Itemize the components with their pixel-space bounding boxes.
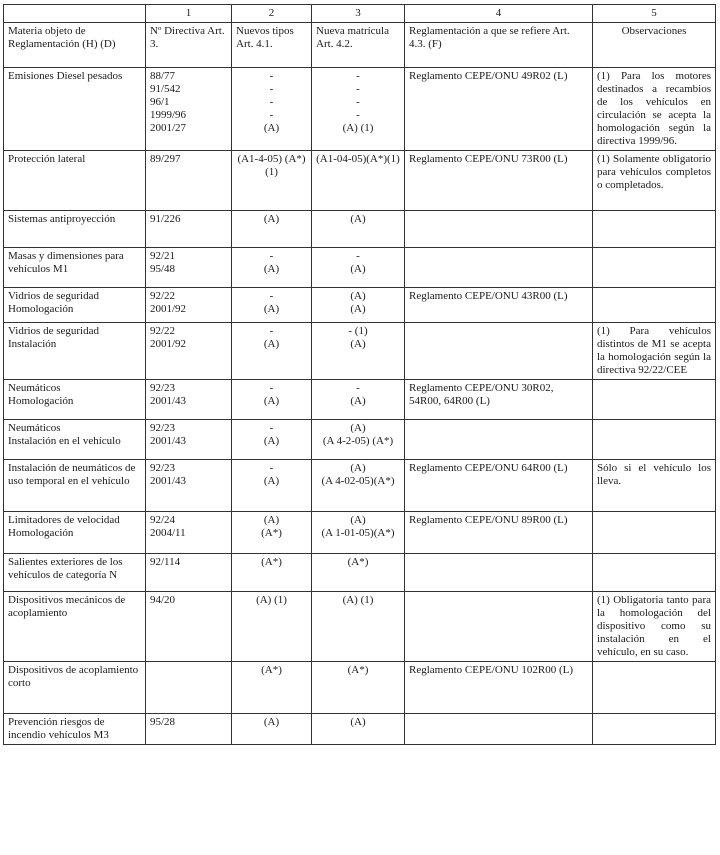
nueva-matricula-cell xyxy=(312,554,405,592)
directiva-cell xyxy=(146,554,232,592)
nueva-matricula-cell-line: (A) xyxy=(350,462,366,474)
nueva-matricula-cell-line: (A 4-2-05) (A*) xyxy=(322,435,394,447)
nueva-matricula-cell-line: (A) xyxy=(350,213,366,225)
materia-cell-line: Vidrios de seguridad xyxy=(8,290,99,302)
nuevos-tipos-cell-line: (A) xyxy=(263,122,280,134)
materia-cell-line: Homologación xyxy=(8,303,74,315)
materia-cell xyxy=(4,420,146,460)
materia-cell xyxy=(4,288,146,323)
directiva-cell-line: 88/77 xyxy=(150,70,176,82)
nuevos-tipos-cell-line: - xyxy=(269,83,274,95)
materia-cell xyxy=(4,323,146,380)
header-row xyxy=(4,23,716,68)
directiva-cell-line: 2001/92 xyxy=(150,303,187,315)
nueva-matricula-cell-line: (A 4-02-05)(A*) xyxy=(321,475,395,487)
reglamentacion-cell: Reglamento CEPE/ONU 73R00 (L) xyxy=(405,151,593,211)
reglamentacion-cell: Reglamento CEPE/ONU 43R00 (L) xyxy=(405,288,593,323)
directiva-cell xyxy=(146,211,232,248)
reglamentacion-cell: Reglamento CEPE/ONU 49R02 (L) xyxy=(405,68,593,151)
nuevos-tipos-cell-line: - xyxy=(269,250,274,262)
materia-cell-line: Homologación xyxy=(8,527,74,539)
nueva-matricula-cell-line: (A*) xyxy=(347,664,369,676)
col-number: 2 xyxy=(232,5,312,23)
table-body xyxy=(4,68,716,745)
nuevos-tipos-cell-line: (A*) xyxy=(261,556,282,568)
observaciones-cell: (1) Para vehículos distintos de M1 se acepta la homologación según la directiva 92/22/CEE xyxy=(593,323,716,380)
materia-cell-line: Vidrios de seguridad xyxy=(8,325,99,337)
reglamentacion-cell xyxy=(405,211,593,248)
nuevos-tipos-cell-line: (A) xyxy=(263,716,280,728)
directiva-cell xyxy=(146,714,232,745)
nueva-matricula-cell-line: (A*) xyxy=(347,556,369,568)
nueva-matricula-cell-line: (A1-04-05)(A*)(1) xyxy=(316,153,400,165)
nueva-matricula-cell xyxy=(312,323,405,380)
directiva-cell-line: 92/23 xyxy=(150,462,176,474)
reglamentacion-cell xyxy=(405,592,593,662)
observaciones-cell xyxy=(593,288,716,323)
directiva-cell xyxy=(146,151,232,211)
materia-cell-line: Instalación de neumáticos de uso temporal en el vehículo xyxy=(8,462,136,487)
materia-cell xyxy=(4,151,146,211)
nueva-matricula-cell-line: - xyxy=(356,250,360,262)
observaciones-cell xyxy=(593,662,716,714)
materia-cell-line: Dispositivos mecánicos de acoplamiento xyxy=(8,594,126,619)
directiva-cell-line: 2001/92 xyxy=(150,338,187,350)
materia-cell-line: Homologación xyxy=(8,395,74,407)
nuevos-tipos-cell xyxy=(232,380,312,420)
nuevos-tipos-cell-line: - xyxy=(269,109,274,121)
directiva-cell-line: 96/1 xyxy=(150,96,170,108)
materia-cell-line: Masas y dimensiones para vehículos M1 xyxy=(8,250,124,275)
nuevos-tipos-cell-line: (A) xyxy=(263,395,280,407)
materia-cell-line: Dispositivos de acoplamiento corto xyxy=(8,664,139,689)
nueva-matricula-cell xyxy=(312,460,405,512)
observaciones-cell xyxy=(593,248,716,288)
table-row xyxy=(4,248,716,288)
header-materia: Materia objeto de Reglamentación (H) (D) xyxy=(4,23,146,68)
nueva-matricula-cell xyxy=(312,288,405,323)
nuevos-tipos-cell xyxy=(232,248,312,288)
nuevos-tipos-cell xyxy=(232,68,312,151)
table-row xyxy=(4,151,716,211)
nueva-matricula-cell-line: (A) (1) xyxy=(342,594,374,606)
reglamentacion-cell xyxy=(405,554,593,592)
materia-cell-line: Prevención riesgos de incendio vehículos M3 xyxy=(8,716,109,741)
directiva-cell xyxy=(146,248,232,288)
reglamentacion-cell xyxy=(405,248,593,288)
materia-cell xyxy=(4,592,146,662)
col-number: 5 xyxy=(593,5,716,23)
nuevos-tipos-cell-line: (A) xyxy=(263,435,280,447)
reglamentacion-cell: Reglamento CEPE/ONU 102R00 (L) xyxy=(405,662,593,714)
materia-cell xyxy=(4,554,146,592)
nuevos-tipos-cell-line: - xyxy=(269,325,274,337)
nueva-matricula-cell-line: - xyxy=(356,382,360,394)
materia-cell-line: Limitadores de velocidad xyxy=(8,514,120,526)
table-row xyxy=(4,714,716,745)
nueva-matricula-cell-line: (A) xyxy=(350,338,366,350)
observaciones-cell xyxy=(593,512,716,554)
header-directiva: Nº Directiva Art. 3. xyxy=(146,23,232,68)
nuevos-tipos-cell xyxy=(232,323,312,380)
materia-cell xyxy=(4,68,146,151)
observaciones-cell xyxy=(593,554,716,592)
directive-table xyxy=(3,4,716,745)
materia-cell xyxy=(4,380,146,420)
nuevos-tipos-cell xyxy=(232,554,312,592)
nueva-matricula-cell xyxy=(312,68,405,151)
directiva-cell-line: 92/21 xyxy=(150,250,176,262)
directiva-cell-line: 2001/43 xyxy=(150,475,187,487)
nueva-matricula-cell-line: (A 1-01-05)(A*) xyxy=(321,527,395,539)
materia-cell-line: Emisiones Diesel pesados xyxy=(8,70,123,82)
nuevos-tipos-cell xyxy=(232,592,312,662)
nueva-matricula-cell-line: - xyxy=(356,96,360,108)
table-row xyxy=(4,554,716,592)
nuevos-tipos-cell xyxy=(232,420,312,460)
directiva-cell xyxy=(146,68,232,151)
directiva-cell-line: 1999/96 xyxy=(150,109,187,121)
nueva-matricula-cell xyxy=(312,380,405,420)
nuevos-tipos-cell-line: - xyxy=(269,96,274,108)
nuevos-tipos-cell-line: - xyxy=(269,290,274,302)
col-number-blank xyxy=(4,5,146,23)
observaciones-cell xyxy=(593,420,716,460)
materia-cell xyxy=(4,460,146,512)
directiva-cell xyxy=(146,288,232,323)
directiva-cell-line: 91/226 xyxy=(150,213,181,225)
nueva-matricula-cell-line: (A) xyxy=(350,422,366,434)
directiva-cell-line: 2001/43 xyxy=(150,395,187,407)
directiva-cell-line: 92/22 xyxy=(150,290,176,302)
nuevos-tipos-cell-line: (A) xyxy=(263,303,280,315)
table-row xyxy=(4,592,716,662)
observaciones-cell: (1) Obligatoria tanto para la homologación del dispositivo como su instalación en el vehículo, en su caso. xyxy=(593,592,716,662)
column-number-row xyxy=(4,5,716,23)
nuevos-tipos-cell xyxy=(232,211,312,248)
materia-cell xyxy=(4,714,146,745)
nuevos-tipos-cell-line: - xyxy=(269,382,274,394)
table-row xyxy=(4,211,716,248)
materia-cell-line: Sistemas antiproyección xyxy=(8,213,116,225)
nueva-matricula-cell-line: (A) xyxy=(350,303,366,315)
nuevos-tipos-cell-line: (A) xyxy=(263,338,280,350)
nuevos-tipos-cell-line: (A) xyxy=(263,475,280,487)
nueva-matricula-cell-line: (A) xyxy=(350,290,366,302)
nuevos-tipos-cell-line: (A) xyxy=(263,263,280,275)
table-row xyxy=(4,662,716,714)
observaciones-cell xyxy=(593,714,716,745)
directiva-cell-line: 2001/27 xyxy=(150,122,187,134)
directiva-cell-line: 2004/11 xyxy=(150,527,186,539)
materia-cell-line: Neumáticos xyxy=(8,382,61,394)
nuevos-tipos-cell xyxy=(232,714,312,745)
directiva-cell-line: 92/22 xyxy=(150,325,176,337)
observaciones-cell: (1) Solamente obligatorio para vehículos completos o completados. xyxy=(593,151,716,211)
directiva-cell xyxy=(146,662,232,714)
nueva-matricula-cell-line: - xyxy=(356,70,360,82)
col-number: 1 xyxy=(146,5,232,23)
nueva-matricula-cell-line: - xyxy=(356,109,360,121)
nueva-matricula-cell xyxy=(312,512,405,554)
nueva-matricula-cell-line: - (1) xyxy=(348,325,368,337)
table-row xyxy=(4,460,716,512)
nueva-matricula-cell xyxy=(312,592,405,662)
nueva-matricula-cell xyxy=(312,151,405,211)
reglamentacion-cell xyxy=(405,323,593,380)
directiva-cell-line: 89/297 xyxy=(150,153,181,165)
directiva-cell-line: 92/23 xyxy=(150,382,176,394)
directiva-cell-line: 94/20 xyxy=(150,594,176,606)
materia-cell-line: Instalación xyxy=(8,338,57,350)
directiva-cell xyxy=(146,592,232,662)
nueva-matricula-cell-line: (A) xyxy=(350,395,366,407)
directiva-cell xyxy=(146,420,232,460)
table-row xyxy=(4,380,716,420)
table-row xyxy=(4,288,716,323)
directiva-cell-line: 92/23 xyxy=(150,422,176,434)
header-nueva-matricula: Nueva matrícula Art. 4.2. xyxy=(312,23,405,68)
nuevos-tipos-cell xyxy=(232,662,312,714)
reglamentacion-cell: Reglamento CEPE/ONU 89R00 (L) xyxy=(405,512,593,554)
nuevos-tipos-cell-line: - xyxy=(269,70,274,82)
table-row xyxy=(4,512,716,554)
directiva-cell-line: 95/28 xyxy=(150,716,176,728)
table-row xyxy=(4,420,716,460)
materia-cell-line: Salientes exteriores de los vehículos de categoría N xyxy=(8,556,123,581)
nuevos-tipos-cell-line: (A*) xyxy=(261,527,282,539)
nueva-matricula-cell-line: - xyxy=(356,83,360,95)
nuevos-tipos-cell-line: (A) xyxy=(263,213,280,225)
nueva-matricula-cell-line: (A) xyxy=(350,263,366,275)
reglamentacion-cell: Reglamento CEPE/ONU 30R02, 54R00, 64R00 (L) xyxy=(405,380,593,420)
header-reglamentacion: Reglamentación a que se refiere Art. 4.3. (F) xyxy=(405,23,593,68)
nuevos-tipos-cell-line: - xyxy=(269,422,274,434)
nuevos-tipos-cell-line: (A) xyxy=(263,514,280,526)
directiva-cell xyxy=(146,380,232,420)
nuevos-tipos-cell xyxy=(232,151,312,211)
nuevos-tipos-cell-line: (A*) xyxy=(261,664,282,676)
reglamentacion-cell xyxy=(405,420,593,460)
observaciones-cell xyxy=(593,211,716,248)
nueva-matricula-cell xyxy=(312,248,405,288)
observaciones-cell xyxy=(593,380,716,420)
directiva-cell-line: 91/542 xyxy=(150,83,181,95)
nueva-matricula-cell xyxy=(312,211,405,248)
directiva-cell xyxy=(146,323,232,380)
header-observaciones: Observaciones xyxy=(593,23,716,68)
nuevos-tipos-cell-line: (A) (1) xyxy=(256,594,287,606)
directiva-cell-line: 95/48 xyxy=(150,263,176,275)
directiva-cell xyxy=(146,512,232,554)
reglamentacion-cell xyxy=(405,714,593,745)
nueva-matricula-cell-line: (A) (1) xyxy=(342,122,374,134)
nueva-matricula-cell xyxy=(312,714,405,745)
directiva-cell xyxy=(146,460,232,512)
nuevos-tipos-cell xyxy=(232,512,312,554)
observaciones-cell: Sólo si el vehículo los lleva. xyxy=(593,460,716,512)
observaciones-cell: (1) Para los motores destinados a recambios de los vehículos en circulación se acepta la homologación según la directiva 1999/96. xyxy=(593,68,716,151)
nueva-matricula-cell xyxy=(312,420,405,460)
nuevos-tipos-cell xyxy=(232,460,312,512)
materia-cell xyxy=(4,512,146,554)
materia-cell-line: Neumáticos xyxy=(8,422,61,434)
header-nuevos-tipos: Nuevos tipos Art. 4.1. xyxy=(232,23,312,68)
nuevos-tipos-cell-line: - xyxy=(269,462,274,474)
nueva-matricula-cell-line: (A) xyxy=(350,514,366,526)
table-row xyxy=(4,68,716,151)
reglamentacion-cell: Reglamento CEPE/ONU 64R00 (L) xyxy=(405,460,593,512)
nuevos-tipos-cell-line: (A1-4-05) (A*) (1) xyxy=(237,153,306,178)
directiva-cell-line: 92/114 xyxy=(150,556,181,568)
materia-cell-line: Protección lateral xyxy=(8,153,86,165)
directiva-cell-line: 2001/43 xyxy=(150,435,187,447)
nueva-matricula-cell xyxy=(312,662,405,714)
directiva-cell-line: 92/24 xyxy=(150,514,176,526)
col-number: 4 xyxy=(405,5,593,23)
nueva-matricula-cell-line: (A) xyxy=(350,716,366,728)
materia-cell xyxy=(4,248,146,288)
col-number: 3 xyxy=(312,5,405,23)
materia-cell-line: Instalación en el vehículo xyxy=(8,435,121,447)
table-row xyxy=(4,323,716,380)
materia-cell xyxy=(4,662,146,714)
materia-cell xyxy=(4,211,146,248)
nuevos-tipos-cell xyxy=(232,288,312,323)
